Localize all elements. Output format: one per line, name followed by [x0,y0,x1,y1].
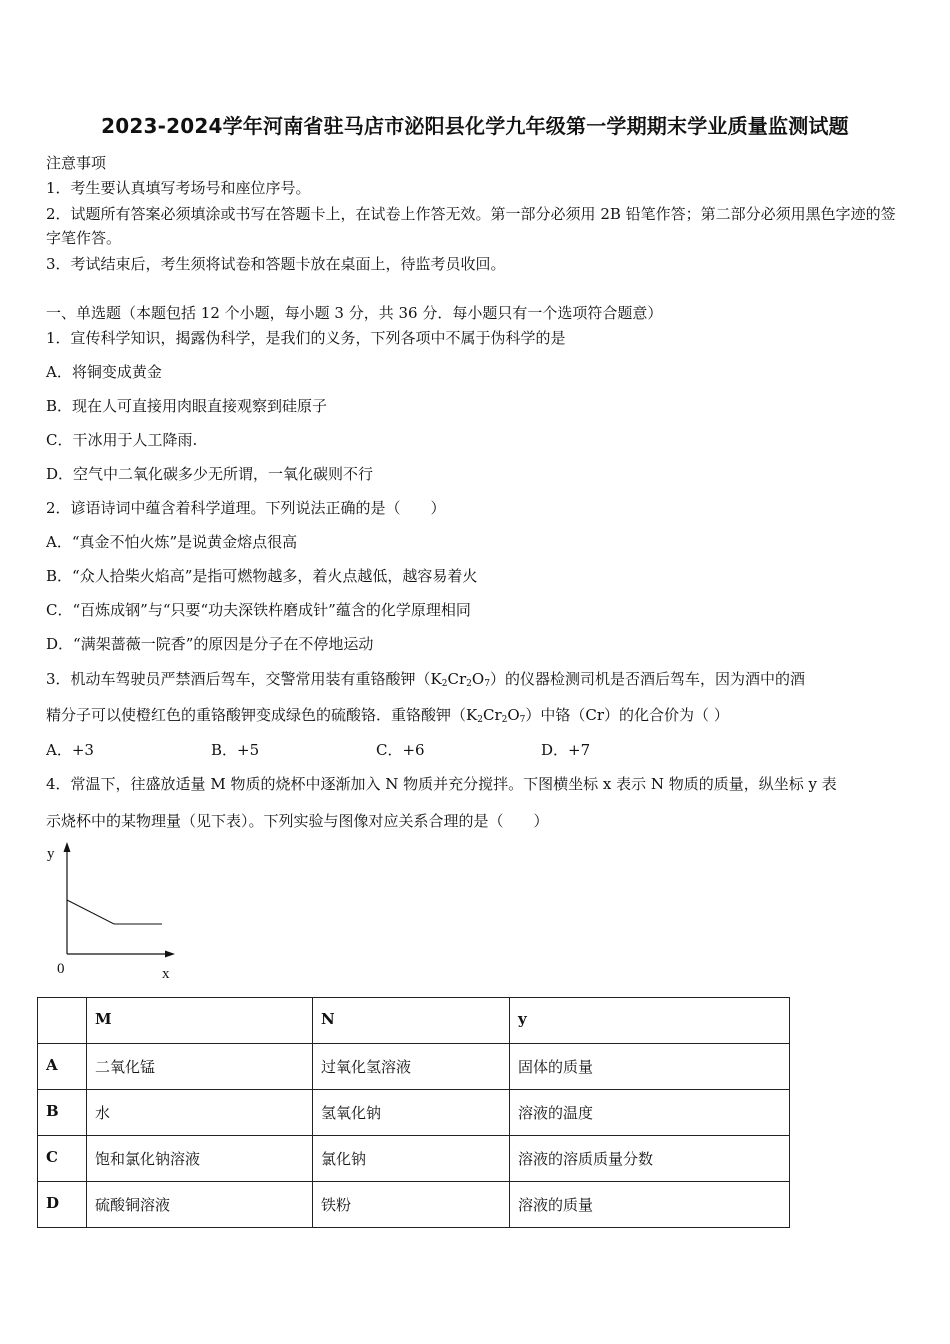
table-cell: 铁粉 [313,1182,510,1228]
q1-stem: 1．宣传科学知识，揭露伪科学，是我们的义务，下列各项中不属于伪科学的是 [46,329,566,347]
q3-option-d: D．+7 [541,741,591,759]
table-cell: 溶液的溶质质量分数 [510,1136,790,1182]
notice-item-3: 3．考试结束后，考生须将试卷和答题卡放在桌面上，待监考员收回。 [46,255,506,273]
section-heading: 一、单选题（本题包括 12 个小题，每小题 3 分，共 36 分．每小题只有一个选项符合题意） [46,304,663,322]
formula-k2cr2o7: $K_2Cr_2O_7$ [466,706,526,725]
q1-option-d: D．空气中二氧化碳多少无所谓，一氧化碳则不行 [46,465,374,483]
table-cell: D [38,1182,87,1228]
table-cell: 饱和氯化钠溶液 [87,1136,313,1182]
x-axis-label: x [162,966,170,982]
table-header-cell: y [510,998,790,1044]
table-header-cell: N [313,998,510,1044]
table-cell: 氢氧化钠 [313,1090,510,1136]
notice-heading: 注意事项 [46,154,107,172]
q2-option-d: D．“满架蔷薇一院香”的原因是分子在不停地运动 [46,635,374,653]
q4-stem-line1: 4．常温下，往盛放适量 M 物质的烧杯中逐渐加入 N 物质并充分搅拌。下图横坐标 x 表示 N 物质的质量，纵坐标 y 表 [46,775,837,793]
table-cell: 水 [87,1090,313,1136]
q3-option-c: C．+6 [376,741,425,759]
table-row [38,1182,790,1228]
q2-option-c: C．“百炼成钢”与“只要“功夫深铁杵磨成针”蕴含的化学原理相同 [46,601,471,619]
q4-table [37,997,790,1228]
table-cell: 溶液的温度 [510,1090,790,1136]
table-cell: 溶液的质量 [510,1182,790,1228]
graph-curve [67,900,162,924]
notice-item-2: 2．试题所有答案必须填涂或书写在答题卡上，在试卷上作答无效。第一部分必须用 2B 铅笔作答；第二部分必须用黑色字迹的签字笔作答。 [46,205,896,247]
q1-option-b: B．现在人可直接用肉眼直接观察到硅原子 [46,397,328,415]
q1-option-a: A．将铜变成黄金 [46,363,162,381]
table-cell: C [38,1136,87,1182]
table-header-cell: M [87,998,313,1044]
q3-stem-line1: 3．机动车驾驶员严禁酒后驾车，交警常用装有重铬酸钾$(K_2Cr_2O_7)$的仪器检测司机是否酒后驾车，因为酒中的酒 [46,670,805,689]
q3-stem-line2: 精分子可以使橙红色的重铬酸钾变成绿色的硫酸铬．重铬酸钾$(K_2Cr_2O_7)$中铬（Cr）的化合价为（ ） [46,706,729,725]
table-cell: A [38,1044,87,1090]
y-axis-arrow-icon [64,842,71,852]
notice-item-1: 1．考生要认真填写考场号和座位序号。 [46,179,311,197]
table-cell: 二氧化锰 [87,1044,313,1090]
table-row [38,1090,790,1136]
q4-graph [40,840,190,985]
q1-option-c: C．干冰用于人工降雨. [46,431,198,449]
q4-stem-line2: 示烧杯中的某物理量（见下表）。下列实验与图像对应关系合理的是（ ） [46,812,549,830]
table-header-cell [38,998,87,1044]
q3-option-a: A．+3 [46,741,94,759]
formula-k2cr2o7: $K_2Cr_2O_7$ [430,670,490,689]
exam-title: 2023-2024学年河南省驻马店市泌阳县化学九年级第一学期期末学业质量监测试题 [101,114,849,138]
q2-option-a: A．“真金不怕火炼”是说黄金熔点很高 [46,533,298,551]
table-cell: 过氧化氢溶液 [313,1044,510,1090]
y-axis-label: y [47,846,55,862]
table-row [38,1136,790,1182]
table-cell: 氯化钠 [313,1136,510,1182]
x-axis-arrow-icon [165,951,175,958]
q3-option-b: B．+5 [211,741,260,759]
q2-stem: 2．谚语诗词中蕴含着科学道理。下列说法正确的是（ ） [46,499,446,517]
table-cell: B [38,1090,87,1136]
table-cell: 固体的质量 [510,1044,790,1090]
table-row [38,1044,790,1090]
origin-label: 0 [57,961,65,977]
table-header-row [38,998,790,1044]
q2-option-b: B．“众人拾柴火焰高”是指可燃物越多，着火点越低，越容易着火 [46,567,478,585]
table-cell: 硫酸铜溶液 [87,1182,313,1228]
